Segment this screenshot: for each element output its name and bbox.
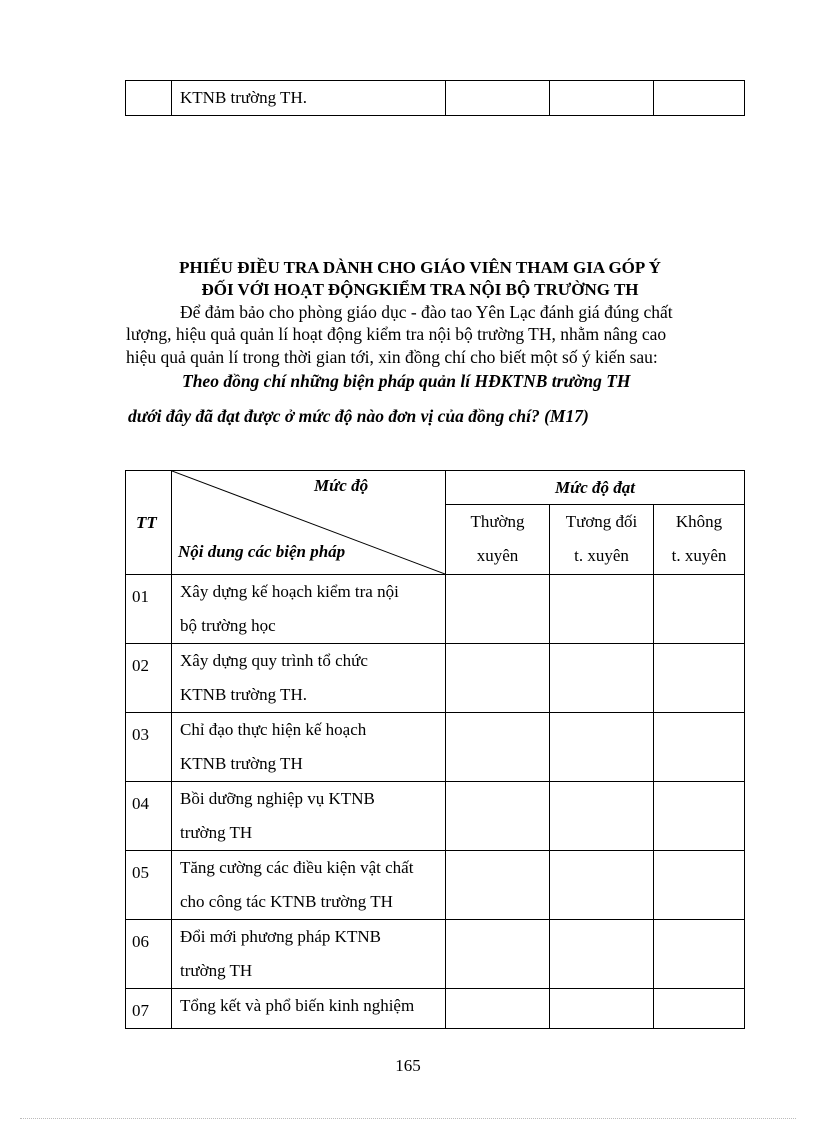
column-header-regular (446, 505, 550, 575)
table-row (126, 920, 745, 989)
row-number: 04 (126, 782, 172, 851)
top-table-fragment (125, 80, 745, 116)
row-number: 03 (126, 713, 172, 782)
survey-title-line-2: ĐỐI VỚI HOẠT ĐỘNGKIỂM TRA NỘI BỘ TRƯỜNG TH (201, 280, 639, 299)
answer-cell[interactable] (654, 920, 745, 989)
row-number: 02 (126, 644, 172, 713)
answer-cell[interactable] (446, 644, 550, 713)
row-content (172, 920, 446, 989)
tt-header: TT (126, 471, 172, 575)
row-text-line: Bồi dưỡng nghiệp vụ KTNB (180, 789, 375, 808)
row-content (172, 782, 446, 851)
table-row (126, 782, 745, 851)
answer-cell[interactable] (550, 851, 654, 920)
row-content (172, 575, 446, 644)
answer-cell[interactable] (654, 851, 745, 920)
answer-cell[interactable] (446, 920, 550, 989)
row-number: 07 (126, 989, 172, 1029)
diag-bottom-label: Nội dung các biện pháp (178, 542, 346, 561)
answer-cell[interactable] (550, 782, 654, 851)
answer-cell[interactable] (446, 575, 550, 644)
table-row (126, 713, 745, 782)
column-header-line: t. xuyên (671, 546, 727, 565)
row-content (172, 644, 446, 713)
column-header-line: Thường (470, 512, 525, 531)
answer-cell[interactable] (550, 575, 654, 644)
table-row (126, 644, 745, 713)
answer-cell[interactable] (550, 713, 654, 782)
row-number: 06 (126, 920, 172, 989)
diagonal-header-cell (172, 471, 446, 575)
table-row (126, 989, 745, 1029)
row-content (172, 851, 446, 920)
row-text-line: Tăng cường các điều kiện vật chất (180, 858, 414, 877)
row-text-line: Tổng kết và phổ biến kinh nghiệm (180, 996, 415, 1015)
intro-line-2: lượng, hiệu quả quản lí hoạt động kiểm tra nội bộ trường TH, nhằm nâng cao (126, 324, 667, 344)
column-header-fairly (550, 505, 654, 575)
table-row (126, 851, 745, 920)
question-line-2: dưới đây đã đạt được ở mức độ nào đơn vị của đồng chí? (M17) (128, 406, 589, 426)
row-text-line: trường TH (180, 961, 253, 980)
answer-cell[interactable] (446, 713, 550, 782)
column-header-line: Không (675, 512, 723, 531)
page-number: 165 (395, 1056, 421, 1075)
row-number: 01 (126, 575, 172, 644)
column-header-not (654, 505, 745, 575)
answer-cell[interactable] (654, 713, 745, 782)
column-header-line: t. xuyên (574, 546, 629, 565)
answer-cell[interactable] (654, 989, 745, 1029)
survey-title-line-1: PHIẾU ĐIỀU TRA DÀNH CHO GIÁO VIÊN THAM GIA GÓP Ý (179, 258, 661, 277)
answer-cell[interactable] (654, 575, 745, 644)
row-text-line: Đổi mới phương pháp KTNB (180, 927, 381, 946)
table-cell (446, 81, 550, 116)
answer-cell[interactable] (550, 644, 654, 713)
answer-cell[interactable] (550, 989, 654, 1029)
table-cell (550, 81, 654, 116)
answer-cell[interactable] (654, 782, 745, 851)
row-text-line: KTNB trường TH. (180, 685, 307, 704)
row-content (172, 989, 446, 1029)
level-header: Mức độ đạt (446, 471, 745, 505)
answer-cell[interactable] (550, 920, 654, 989)
answer-cell[interactable] (446, 851, 550, 920)
column-header-line: xuyên (476, 546, 519, 565)
table-cell (654, 81, 745, 116)
table-row (126, 81, 745, 116)
row-text-line: Xây dựng quy trình tổ chức (180, 651, 368, 670)
row-text-line: KTNB trường TH (180, 754, 303, 773)
column-header-line: Tương đối (565, 512, 638, 531)
table-cell: KTNB trường TH. (172, 81, 446, 116)
row-text-line: cho công tác KTNB trường TH (180, 892, 393, 911)
diag-top-label: Mức độ (314, 476, 369, 495)
answer-cell[interactable] (654, 644, 745, 713)
page-footer-divider (20, 1118, 796, 1119)
row-text-line: Chỉ đạo thực hiện kế hoạch (180, 720, 367, 739)
answer-cell[interactable] (446, 989, 550, 1029)
question-line-1: Theo đồng chí những biện pháp quản lí HĐKTNB trường TH (182, 371, 631, 391)
answer-cell[interactable] (446, 782, 550, 851)
row-content (172, 713, 446, 782)
intro-line-1: Để đảm bảo cho phòng giáo dục - đào tao Yên Lạc đánh giá đúng chất (180, 302, 673, 322)
table-header-row (126, 471, 745, 505)
row-text-line: bộ trường học (180, 616, 276, 635)
table-cell (126, 81, 172, 116)
row-number: 05 (126, 851, 172, 920)
row-text-line: Xây dựng kế hoạch kiểm tra nội (180, 582, 399, 601)
table-row (126, 575, 745, 644)
intro-line-3: hiệu quả quản lí trong thời gian tới, xin đồng chí cho biết một số ý kiến sau: (126, 347, 658, 367)
survey-table (125, 470, 745, 1029)
row-text-line: trường TH (180, 823, 253, 842)
